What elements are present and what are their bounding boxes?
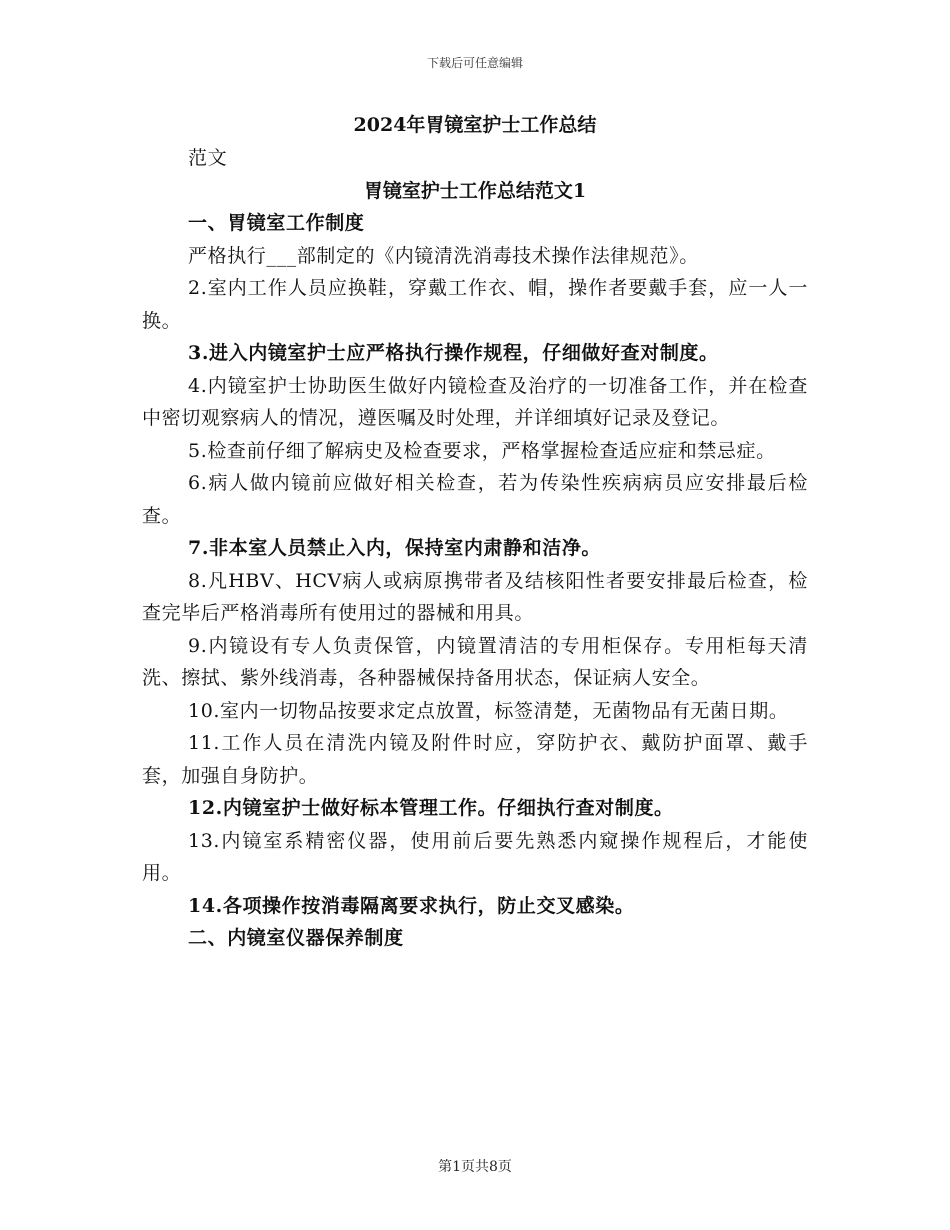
document-body [142,108,808,955]
section-heading-1: 一、胃镜室工作制度 [188,212,365,234]
paragraph-3: 3.进入内镜室护士应严格执行操作规程，仔细做好查对制度。 [188,342,719,364]
paragraph-14: 14.各项操作按消毒隔离要求执行，防止交叉感染。 [188,894,635,917]
paragraph-10: 10.室内一切物品按要求定点放置，标签清楚，无菌物品有无菌日期。 [188,699,789,722]
paragraph-8: 8.凡HBV、HCV病人或病原携带者及结核阳性者要安排最后检查，检查完毕后严格消毒所有使用过的器械和用具。 [142,569,808,624]
paragraph-1: 严格执行___部制定的《内镜清洗消毒技术操作法律规范》。 [188,244,699,267]
paragraph-9: 9.内镜设有专人负责保管，内镜置清洁的专用柜保存。专用柜每天清洗、擦拭、紫外线消毒，各种器械保持备用状态，保证病人安全。 [142,634,808,689]
paragraph-11: 11.工作人员在清洗内镜及附件时应，穿防护衣、戴防护面罩、戴手套，加强自身防护。 [142,732,808,787]
paragraph-12: 12.内镜室护士做好标本管理工作。仔细执行查对制度。 [188,797,674,819]
title-suffix: 范文 [188,147,228,169]
paragraph-2: 2.室内工作人员应换鞋，穿戴工作衣、帽，操作者要戴手套，应一人一换。 [142,277,808,332]
page-footer: 第1页共8页 [438,1159,512,1175]
paragraph-4: 4.内镜室护士协助医生做好内镜检查及治疗的一切准备工作，并在检查中密切观察病人的情况，遵医嘱及时处理，并详细填好记录及登记。 [142,374,808,429]
paragraph-5: 5.检查前仔细了解病史及检查要求，严格掌握检查适应症和禁忌症。 [188,439,776,462]
paragraph-6: 6.病人做内镜前应做好相关检查，若为传染性疾病病员应安排最后检查。 [142,472,808,527]
paragraph-13: 13.内镜室系精密仪器，使用前后要先熟悉内窥操作规程后，才能使用。 [142,829,808,884]
paragraph-7: 7.非本室人员禁止入内，保持室内肃静和洁净。 [188,537,602,559]
document-title: 2024年胃镜室护士工作总结 [353,114,597,136]
document-subtitle: 胃镜室护士工作总结范文1 [363,179,587,202]
header-note: 下载后可任意编辑 [426,56,523,70]
section-heading-2: 二、内镜室仪器保养制度 [188,927,404,949]
